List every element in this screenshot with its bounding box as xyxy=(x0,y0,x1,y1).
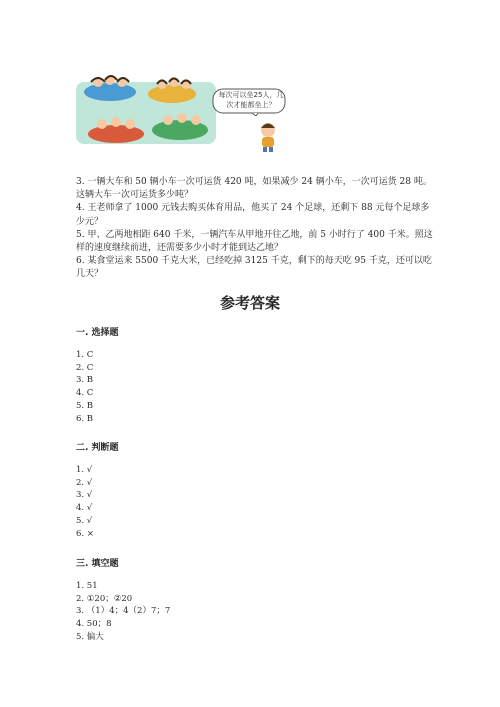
illustration xyxy=(76,64,294,154)
answer-item: 1. √ xyxy=(76,465,93,475)
answer-item: 6. B xyxy=(76,413,94,424)
answer-item: 1. C xyxy=(76,350,94,360)
answer-item: 6. × xyxy=(76,528,94,539)
answer-item: 4. C xyxy=(76,388,94,399)
answer-item: 2. √ xyxy=(76,477,93,488)
section-fill-blank xyxy=(76,558,376,644)
child-figure xyxy=(252,120,284,152)
word-problems xyxy=(76,176,438,282)
answer-item: 3. √ xyxy=(76,490,93,501)
answer-item: 5. B xyxy=(76,400,94,411)
answer-item: 3. B xyxy=(76,375,94,386)
answer-item: 4. √ xyxy=(76,503,93,514)
answer-item: 5. √ xyxy=(76,515,93,526)
boats-picture xyxy=(76,64,218,154)
section-title: 二. 判断题 xyxy=(76,443,119,453)
answer-title: 参考答案 xyxy=(219,294,280,312)
answer-item: 2. ①20；②20 xyxy=(76,593,133,604)
problem-6: 6. 某食堂运来 5500 千克大米，已经吃掉 3125 千克，剩下的每天吃 95 千克，还可以吃几天？ xyxy=(76,256,432,280)
problem-3: 3. 一辆大车和 50 辆小车一次可运货 420 吨，如果减少 24 辆小车，一次可运货 28 吨。这辆大车一次可运货多少吨？ xyxy=(76,177,432,201)
section-choice xyxy=(76,327,376,425)
section-title: 一. 选择题 xyxy=(76,328,119,338)
section-title: 三. 填空题 xyxy=(76,559,119,569)
answer-item: 3. （1）4；4（2）7；7 xyxy=(76,606,171,617)
answer-item: 2. C xyxy=(76,362,94,373)
problem-5: 5. 甲、乙两地相距 640 千米，一辆汽车从甲地开往乙地，前 5 小时行了 400 千米。照这样的速度继续前进，还需要多少小时才能到达乙地？ xyxy=(76,229,433,254)
answer-item: 1. 51 xyxy=(76,581,98,591)
section-judgement xyxy=(76,442,376,540)
answer-item: 4. 50；8 xyxy=(76,619,112,630)
problem-4: 4. 王老师拿了 1000 元钱去购买体育用品，他买了 24 个足球，还剩下 88 元每个足球多少元？ xyxy=(76,203,430,227)
bubble-text: 每次可以坐25人，几次才能都坐上？ xyxy=(218,91,284,109)
answer-item: 5. 偏大 xyxy=(76,631,104,642)
